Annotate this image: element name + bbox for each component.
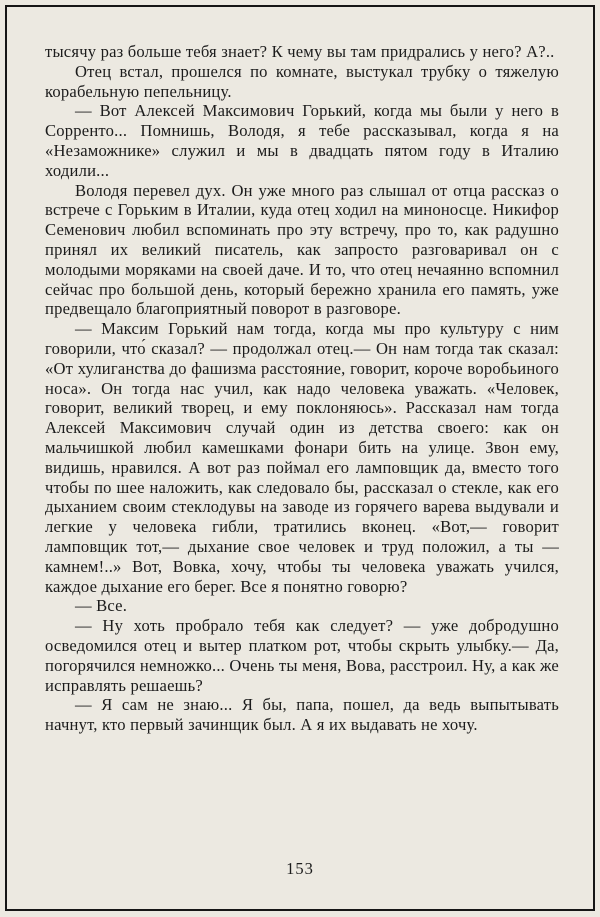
paragraph: — Я сам не знаю... Я бы, папа, пошел, да ведь выпытывать начнут, кто первый зачинщик был. А я их выдавать не хочу. <box>45 695 559 735</box>
paragraph: — Ну хоть пробрало тебя как следует? — уже добродушно осведомился отец и вытер платком рот, чтобы скрыть улыбку.— Да, погорячился немножко... Очень ты меня, Вова, расстроил. Ну, а как же исправлять решаешь? <box>45 616 559 695</box>
text-block <box>45 42 559 735</box>
paragraph: — Все. <box>75 596 128 616</box>
page-number: 153 <box>286 859 314 878</box>
paragraph: — Вот Алексей Максимович Горький, когда мы были у него в Сорренто... Помнишь, Володя, я тебе рассказывал, когда я на «Незаможнике» служил и мы в двадцать пятом году в Италию ходили... <box>45 101 559 180</box>
paragraph: — Максим Горький нам тогда, когда мы про культуру с ним говорили, что́ сказал? — продолжал отец.— Он нам тогда так сказал: «От хулиганства до фашизма расстояние, говорит, короче воробьиного носа». Он тогда нас учил, как надо человека уважать. «Человек, говорит, великий творец, и ему поклоняюсь». Рассказал нам тогда Алексей Максимович случай один из детства своего: как он мальчишкой любил камешками фонари бить на улице. Звон ему, видишь, нравился. А вот раз поймал его ламповщик да, вместо того чтобы по шее наложить, как следовало бы, рассказал о стекле, как его дыханием своим стеклодувы на заводе из горячего варева выдували и легкие у человека гибли, тратились вконец. «Вот,— говорит ламповщик тот,— дыхание свое человек и труд положил, а ты — камнем!..» Вот, Вовка, хочу, чтобы ты человека уважать учился, каждое дыхание его берег. Все я понятно говорю? <box>45 319 559 596</box>
paragraph: Володя перевел дух. Он уже много раз слышал от отца рассказ о встрече с Горьким в Италии, куда отец ходил на миноносце. Никифор Семенович любил вспоминать про эту встречу, про то, как радушно принял их великий писатель, как запросто разговаривал он с молодыми моряками на своей даче. И то, что отец нечаянно вспомнил сейчас про большой день, который бережно хранила его память, уже предвещало благоприятный поворот в разговоре. <box>45 180 559 319</box>
paragraph: Отец встал, прошелся по комнате, выстукал трубку о тяжелую корабельную пепельницу. <box>45 61 559 101</box>
paragraph: тысячу раз больше тебя знает? К чему вы там придрались у него? А?.. <box>45 42 555 61</box>
